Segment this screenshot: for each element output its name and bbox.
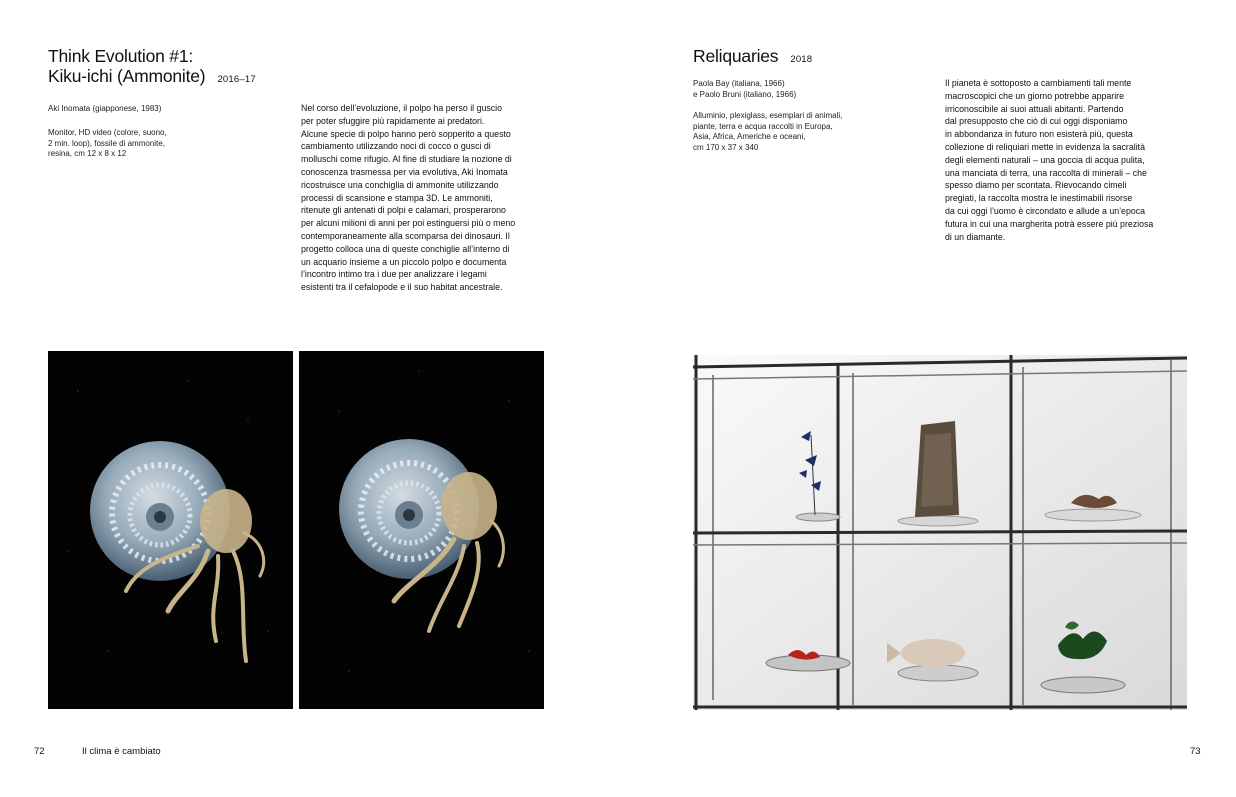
right-title-line: [693, 46, 812, 70]
reliquaries-illustration: [693, 355, 1187, 710]
running-title: Il clima è cambiato: [82, 746, 161, 757]
left-materials: Monitor, HD video (colore, suono, 2 min. loop), fossile di ammonite, resina, cm 12 x 8 x 12: [48, 128, 167, 158]
ammonite-octopus-photo-1: [48, 351, 293, 709]
left-title-line2: [48, 66, 256, 90]
ammonite-octopus-illustration-1: [48, 351, 293, 709]
right-title-block: [693, 46, 812, 70]
ammonite-octopus-illustration-2: [299, 351, 544, 709]
left-description: Nel corso dell’evoluzione, il polpo ha perso il guscio per poter sfuggire più rapidamente ai predatori. Alcune specie di polpo hanno però sopperito a questo cambiamento utilizzando noci di cocco o gusci di molluschi come rifugio. Al fine di studiare la nozione di conoscenza trasmessa per via evolutiva, Aki Inomata ricostruisce una conchiglia di ammonite utilizzando processi di scansione e stampa 3D. Le ammoniti, ritenute gli antenati di polpi e calamari, prosperarono per alcuni milioni di anni per poi estinguersi più o meno contemporaneamente alla scomparsa dei dinosauri. Il progetto colloca una di queste conchiglie all’interno di un acquario insieme a un piccolo polpo e documenta l’incontro intimo tra i due per analizzare i legami esistenti tra il cefalopode e il suo habitat ancestrale.: [301, 103, 516, 293]
right-title-year: 2018: [790, 54, 813, 65]
left-title-year: 2016–17: [217, 74, 256, 85]
right-artists: Paola Bay (italiana, 1966) e Paolo Bruni (italiano, 1966): [693, 79, 797, 99]
right-description: Il pianeta è sottoposto a cambiamenti tali mente macroscopici che un giorno potrebbe apparire irriconoscibile ai suoi attuali abitanti. Partendo dal presupposto che ciò di cui oggi disponiamo in abbondanza in futuro non esisterà più, questa collezione di reliquiari mette in evidenza la sacralità degli elementi naturali – una goccia di acqua pulita, una manciata di terra, una raccolta di minerali – che spesso diamo per scontata. Rievocando cimeli pregiati, la raccolta mostra le inestimabili risorse da cui oggi l’uomo è circondato e allude a un’epoca futura in cui una margherita potrà essere più preziosa di un diamante.: [945, 78, 1154, 242]
ammonite-octopus-photo-2: [299, 351, 544, 709]
right-materials: Alluminio, plexiglass, esemplari di animali, piante, terra e acqua raccolti in Europa, Asia, Africa, Americhe e oceani, cm 170 x 37 x 340: [693, 111, 843, 152]
left-title-line1: Think Evolution #1:: [48, 46, 194, 66]
reliquaries-photo: [693, 355, 1187, 710]
left-title-block: [48, 46, 256, 90]
left-page-number: 72: [34, 746, 45, 757]
right-title-text: Reliquaries: [693, 46, 779, 66]
left-artist: Aki Inomata (giapponese, 1983): [48, 104, 162, 113]
right-page-number: 73: [1190, 746, 1201, 757]
left-title-line2-text: Kiku-ichi (Ammonite): [48, 66, 206, 86]
